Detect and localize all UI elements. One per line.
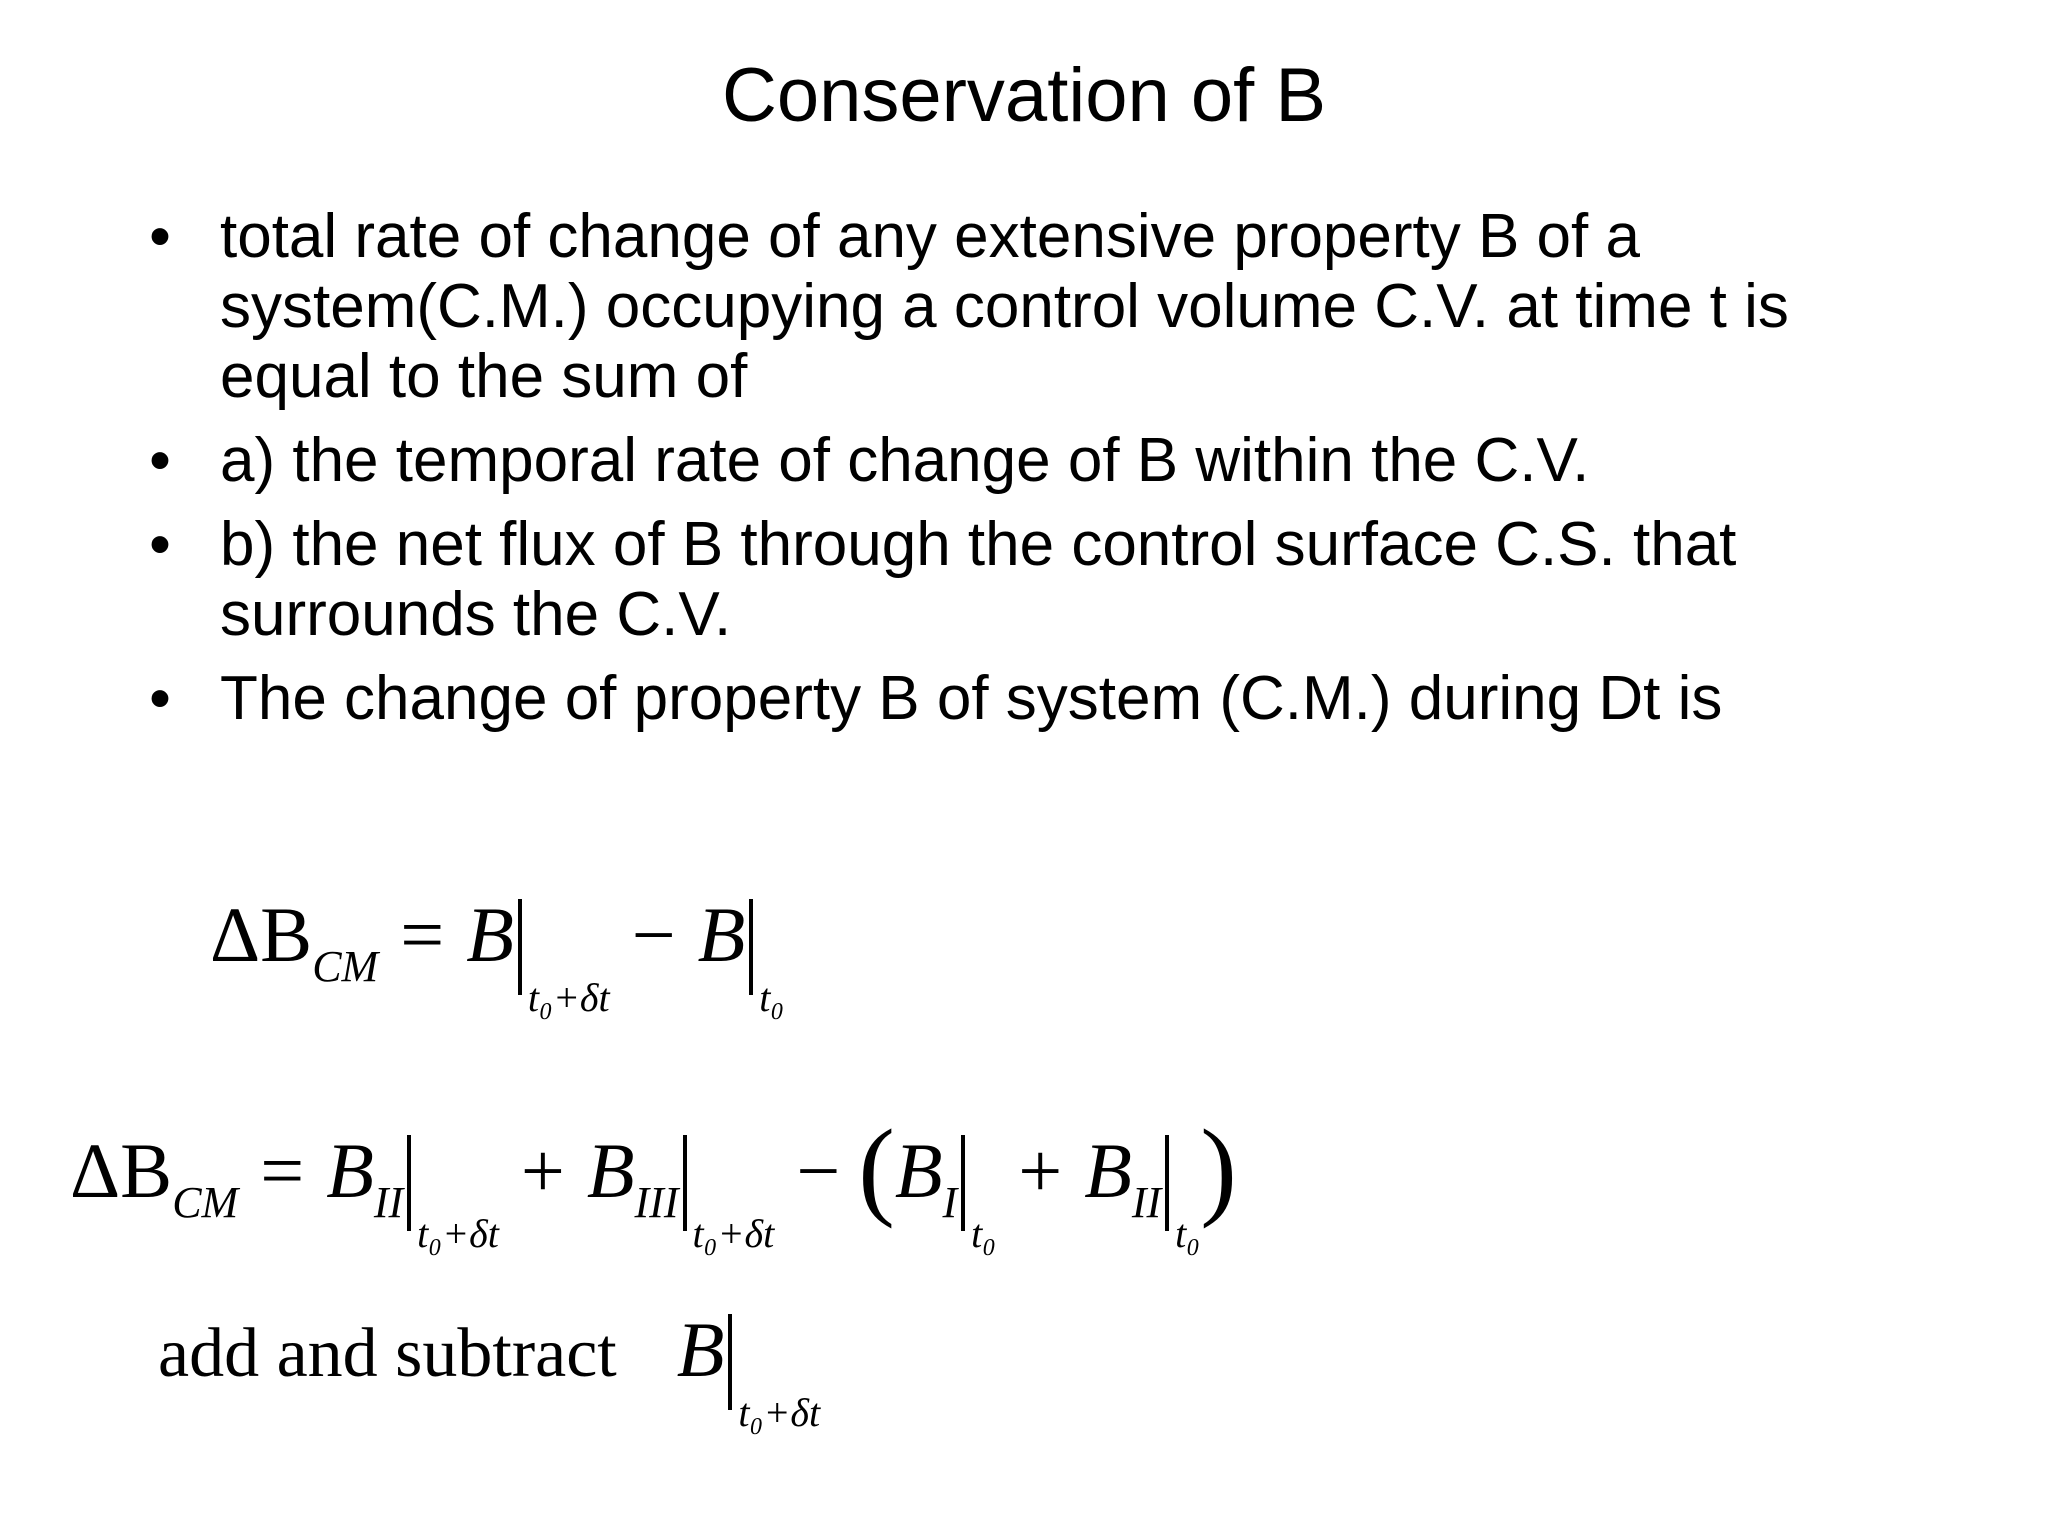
- region-subscript: III: [634, 1178, 679, 1227]
- bullet-item: [140, 202, 1860, 412]
- b-symbol: B: [1084, 1127, 1132, 1214]
- equals-sign: =: [260, 1127, 305, 1214]
- bullet-text: b) the net flux of B through the control surface C.S. that surrounds the C.V.: [220, 510, 1737, 649]
- slide-title: Conservation of B: [721, 53, 1327, 138]
- minus-sign: −: [796, 1127, 841, 1214]
- note-text: add and subtract: [158, 1315, 617, 1392]
- region-subscript: II: [373, 1178, 404, 1227]
- equation-delta-b-cm-regions: [70, 1105, 1237, 1257]
- evaluation-bar: [683, 1135, 687, 1231]
- delta-b-symbol: ΔB: [210, 891, 313, 978]
- minus-sign: −: [631, 891, 676, 978]
- b-symbol: B: [586, 1127, 635, 1214]
- add-and-subtract-note: [158, 1305, 820, 1436]
- evaluation-bar: [728, 1314, 732, 1410]
- bullet-text: total rate of change of any extensive property B of a system(C.M.) occupying a control volume C.V. at time t is equal to the sum of: [220, 202, 1789, 411]
- bullet-text: The change of property B of system (C.M.) during Dt is: [220, 664, 1723, 733]
- right-paren: ): [1200, 1107, 1237, 1229]
- eval-subscript: t₀: [1175, 1211, 1201, 1256]
- equals-sign: =: [400, 891, 445, 978]
- bullet-icon: •: [149, 664, 171, 733]
- bullet-item: [140, 426, 1860, 496]
- b-symbol: B: [466, 891, 514, 978]
- evaluation-bar: [518, 899, 522, 995]
- bullet-item: [140, 664, 1860, 734]
- b-symbol: B: [676, 1306, 725, 1393]
- left-paren: (: [858, 1107, 895, 1229]
- eval-subscript: t₀: [971, 1211, 997, 1256]
- bullet-icon: •: [149, 510, 171, 579]
- cm-subscript: CM: [312, 942, 379, 991]
- bullet-text: a) the temporal rate of change of B within the C.V.: [220, 426, 1590, 495]
- eval-subscript: t₀+δt: [692, 1211, 775, 1256]
- bullet-icon: •: [149, 202, 171, 271]
- region-subscript: II: [1131, 1178, 1162, 1227]
- delta-b-symbol: ΔB: [70, 1127, 173, 1214]
- eval-subscript: t₀+δt: [417, 1211, 499, 1256]
- evaluation-bar: [749, 899, 753, 995]
- equation-delta-b-cm: [210, 890, 784, 1021]
- bullet-icon: •: [149, 426, 171, 495]
- eval-subscript: t₀: [759, 975, 785, 1020]
- bullet-item: [140, 510, 1860, 650]
- b-symbol: B: [894, 1127, 943, 1214]
- plus-sign: +: [1018, 1127, 1063, 1214]
- region-subscript: I: [942, 1178, 958, 1227]
- evaluation-bar: [407, 1135, 411, 1231]
- cm-subscript: CM: [172, 1178, 239, 1227]
- b-symbol: B: [326, 1127, 374, 1214]
- evaluation-bar: [961, 1135, 965, 1231]
- eval-subscript: t₀+δt: [527, 975, 610, 1020]
- b-symbol: B: [697, 891, 746, 978]
- bullet-list: [140, 202, 1860, 748]
- evaluation-bar: [1165, 1135, 1169, 1231]
- eval-subscript: t₀+δt: [738, 1390, 821, 1435]
- plus-sign: +: [520, 1127, 565, 1214]
